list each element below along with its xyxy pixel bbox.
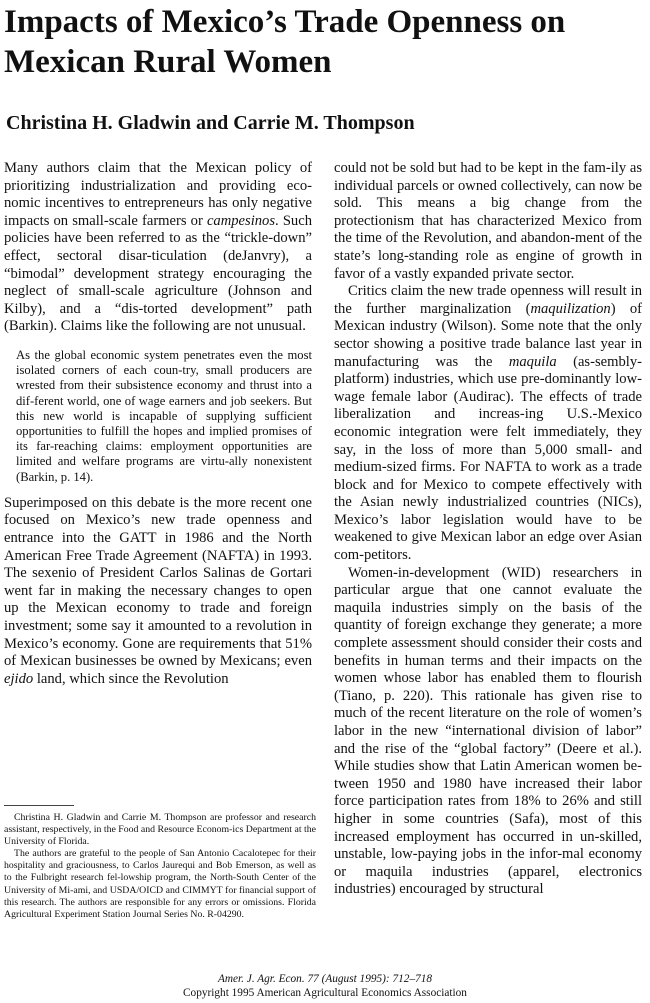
article-title — [4, 2, 644, 82]
footnote-affiliation: Christina H. Gladwin and Carrie M. Thompson are professor and research assistant, respectively, in the Food and Resource Econom-ics Department at the University of Florida. — [4, 812, 316, 848]
title-line-1: Impacts of Mexico’s Trade Openness on — [4, 4, 566, 40]
author-byline: Christina H. Gladwin and Carrie M. Thompson — [6, 112, 415, 134]
intro-text-b: . Such policies have been referred to as the “trickle-down” effect, sectoral disar-ticulation (deJanvry), a “bimodal” development strategy encouraging the neglect of small-scale agriculture (Johnson and Kilby), and a “dis-torted development” path (Barkin). Claims like the following are not unusual. — [4, 212, 312, 335]
critics-paragraph — [334, 283, 642, 565]
journal-citation: Amer. J. Agr. Econ. 77 (August 1995): 712–718 — [217, 973, 433, 985]
critics-text-c: (as-sembly-platform) industries, which use pre-dominantly low-wage female labor (Audirac). The effects of trade liberalization and increas-ing U.S.-Mexico economic integration were felt immediately, they say, in the loss of more than 5,000 small- and medium-sized firms. For NAFTA to work as a trade block and for Mexico to compete effectively with the Asian newly industrialized countries (NICs), Mexico’s labor legislation would have to be weakened to give Mexican labor an edge over Asian com-petitors. — [334, 353, 642, 564]
critics-text-a: Critics claim the new trade openness will result in the further marginalization ( — [334, 283, 642, 317]
critics-emphasis-1: maquilization — [530, 300, 611, 317]
left-column — [4, 160, 312, 688]
block-quote: As the global economic system penetrates even the most isolated corners of each coun-try, small producers are wrested from their subsistence economy and thrust into a dif-ferent world, one of wage earners and job seekers. But this new world is incapable of supplying sufficient opportunities to fulfill the hopes and implied promises of its far-reaching claims: employment opportunities are limited and welfare programs are virtu-ally nonexistent (Barkin, p. 14). — [16, 347, 312, 484]
footnote-acknowledgments: The authors are grateful to the people of San Antonio Cacalotepec for their hospitality and graciousness, to Carlos Jaurequi and Bob Emerson, as well as to the Fulbright research fel-lowship program, the North-South Center of the University of Mi-ami, and USDA/OICD and CIMMYT for financial support of this research. The authors are responsible for any errors or omissions. Florida Agricultural Experiment Station Journal Series No. R-04290. — [4, 848, 316, 920]
footnote-divider — [4, 805, 74, 806]
trade-paragraph — [4, 495, 312, 689]
author-footnote — [4, 812, 316, 921]
trade-text-a: Superimposed on this debate is the more recent one focused on Mexico’s new trade openness and entrance into the GATT in 1986 and the North American Free Trade Agreement (NAFTA) in 1993. The sexenio of President Carlos Salinas de Gortari went far in making the necessary changes to open up the Mexican economy to trade and foreign investment; some say it amounted to a revolution in Mexico’s economy. Gone are requirements that 51% of Mexican businesses be owned by Mexicans; even — [4, 494, 312, 670]
critics-text-b: ) of Mexican industry (Wilson). Some note that the only sector showing a positive trade balance last year in manufacturing was the — [334, 300, 642, 370]
trade-text-b: land, which since the Revolution — [33, 670, 229, 687]
critics-emphasis-2: maquila — [508, 353, 557, 370]
wid-paragraph: Women-in-development (WID) researchers in particular argue that one cannot evaluate the maquila industries simply on the basis of the quantity of foreign exchange they generate; a more complete assessment should consider their costs and benefits in human terms and their impacts on the women whose labor has enabled them to flourish (Tiano, p. 220). This rationale has given rise to much of the recent literature on the role of women’s labor in the new “international division of labor” and the rise of the “global factory” (Deere et al.). While studies show that Latin American women be-tween 1950 and 1980 have increased their labor force participation rates from 18% to 26% and still higher in some countries (Safa), most of this increased employment has occurred in un-skilled, unstable, low-paying jobs in the infor-mal economy or maquila industries (apparel, electronics industries) encouraged by structural — [334, 564, 642, 898]
trade-emphasis: ejido — [4, 670, 34, 687]
continuation-paragraph: could not be sold but had to be kept in the fam-ily as individual parcels or owned collectively, can now be sold. This means a big change from the protectionism that has characterized Mexico from the time of the Revolution, and abandon-ment of the state’s long-standing role as engine of growth in favor of a vastly expanded private sector. — [334, 160, 642, 282]
intro-text-a: Many authors claim that the Mexican policy of prioritizing industrialization and providing eco-nomic incentives to entrepreneurs has only negative impacts on small-scale farmers or — [4, 160, 312, 229]
intro-paragraph — [4, 160, 312, 336]
copyright-notice: Copyright 1995 American Agricultural Economics Association — [183, 987, 467, 999]
title-line-2: Mexican Rural Women — [4, 44, 332, 80]
intro-emphasis: campesinos — [206, 212, 276, 229]
right-column — [334, 160, 642, 899]
